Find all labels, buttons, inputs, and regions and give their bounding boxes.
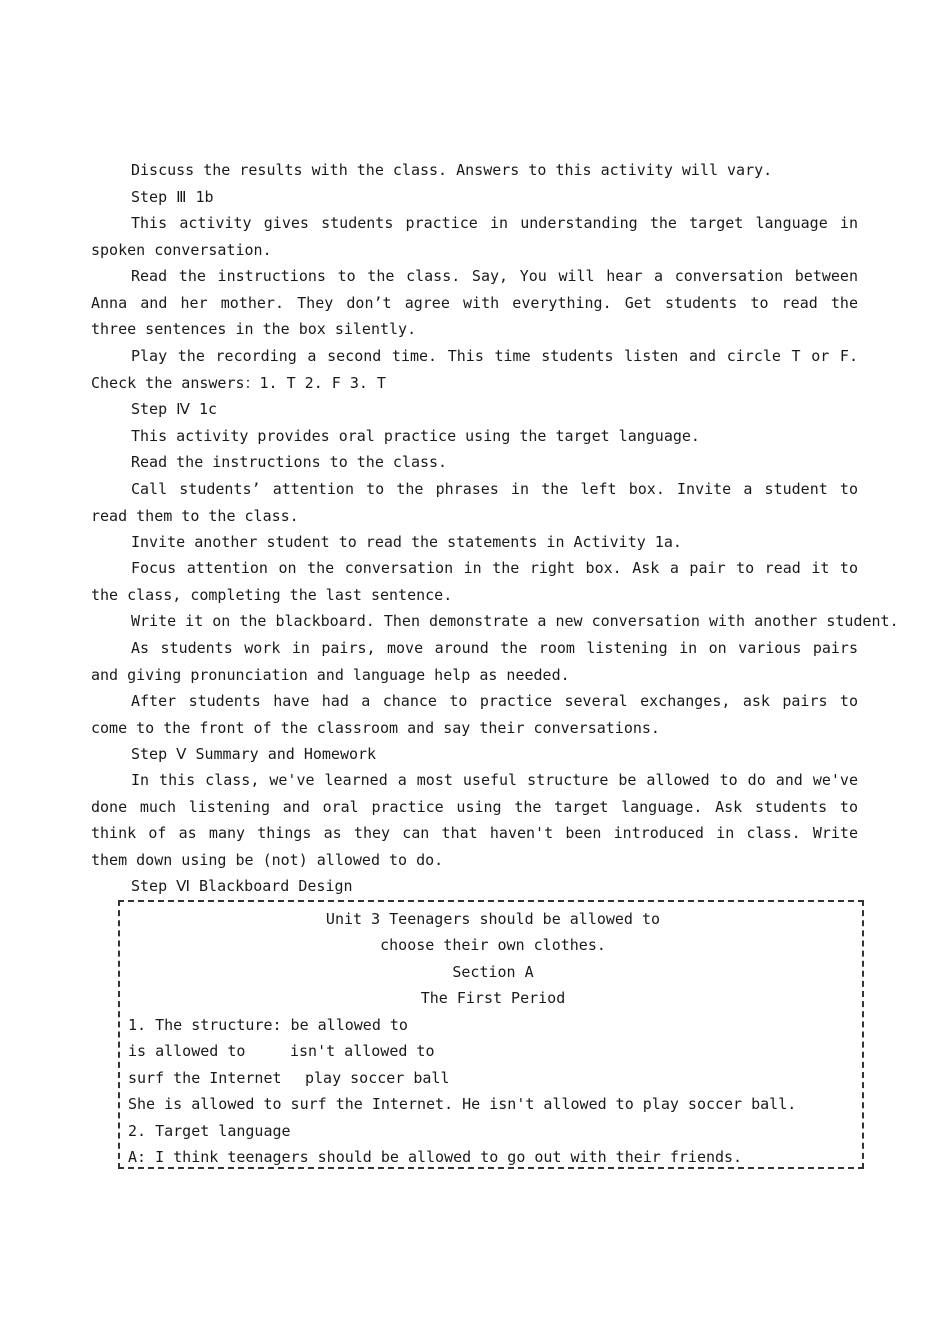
paragraph-1c-intro: This activity provides oral practice using the target language. — [131, 427, 700, 445]
paragraph-1c-exchanges: After students have had a chance to practice several exchanges, ask pairs to come to the front of the classroom and say their conversations. — [91, 692, 858, 737]
paragraph-1c-attention: Call students’ attention to the phrases in the left box. Invite a student to read them to the class. — [91, 480, 858, 525]
paragraph-1c-another: Invite another student to read the statements in Activity 1a. — [131, 533, 682, 551]
paragraph-1c-write: Write it on the blackboard. Then demonstrate a new conversation with another student. — [131, 612, 899, 630]
paragraph-1c-focus: Focus attention on the conversation in the right box. Ask a pair to read it to the class, completing the last sentence. — [91, 559, 858, 604]
board-col-right-2: play soccer ball — [305, 1069, 450, 1087]
paragraph-1b-instructions: Read the instructions to the class. Say, You will hear a conversation between Anna and her mother. They don’t agree with everything. Get students to read the three sentences in the box silently. — [91, 267, 858, 338]
paragraph-summary: In this class, we've learned a most useful structure be allowed to do and we've done much listening and oral practice using the target language. Ask students to think of as many things as they can that haven't been introduced in class. Write them down using be (not) allowed to do. — [91, 771, 858, 869]
paragraph-1b-intro: This activity gives students practice in understanding the target language in spoken conversation. — [91, 214, 858, 259]
paragraph-discuss: Discuss the results with the class. Answers to this activity will vary. — [131, 161, 773, 179]
board-period: The First Period — [420, 989, 566, 1007]
board-col-left-2: surf the Internet — [128, 1069, 282, 1087]
board-section: Section A — [452, 963, 534, 981]
board-title-line1: Unit 3 Teenagers should be allowed to — [325, 910, 661, 928]
step-5-heading: Step Ⅴ Summary and Homework — [131, 745, 377, 763]
paragraph-1c-pairs: As students work in pairs, move around the room listening in on various pairs and giving pronunciation and language help as needed. — [91, 639, 858, 684]
board-item1-heading: 1. The structure: be allowed to — [128, 1016, 408, 1034]
board-title-line2: choose their own clothes. — [380, 936, 606, 954]
paragraph-1c-instructions: Read the instructions to the class. — [131, 453, 448, 471]
board-dialogue-a: A: I think teenagers should be allowed to go out with their friends. — [128, 1148, 743, 1166]
step-3-heading: Step Ⅲ 1b — [131, 188, 214, 206]
step-4-heading: Step Ⅳ 1c — [131, 400, 218, 418]
board-col-right-1: isn't allowed to — [290, 1042, 435, 1060]
board-col-left-1: is allowed to — [128, 1042, 246, 1060]
blackboard-design-box — [118, 900, 864, 1169]
step-6-heading: Step Ⅵ Blackboard Design — [131, 877, 353, 895]
board-example-sentence: She is allowed to surf the Internet. He isn't allowed to play soccer ball. — [128, 1095, 797, 1113]
paragraph-1b-recording: Play the recording a second time. This time students listen and circle T or F. Check the answers：1. T 2. F 3. T — [91, 347, 858, 392]
board-item2-heading: 2. Target language — [128, 1122, 291, 1140]
